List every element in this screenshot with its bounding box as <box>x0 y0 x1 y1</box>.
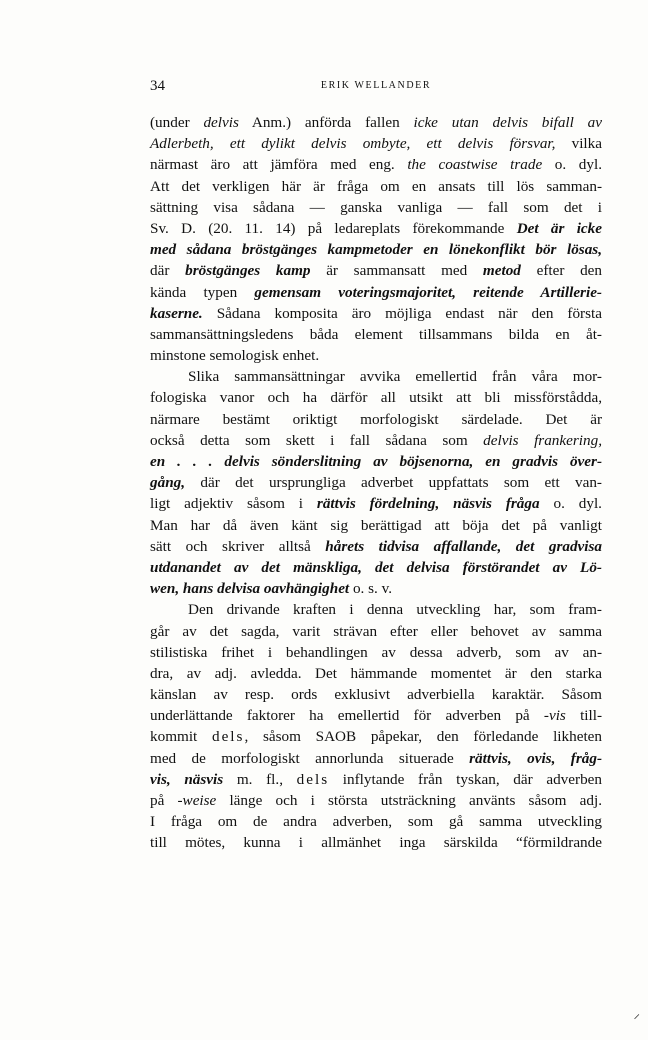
page-header <box>150 78 602 98</box>
text-line <box>150 112 602 133</box>
text-run: dels <box>211 728 245 746</box>
text-line <box>150 472 602 493</box>
text-line <box>150 345 602 366</box>
text-line <box>150 282 602 303</box>
text-line <box>150 176 602 197</box>
text-run: närmast äro att jämföra med eng. <box>150 156 408 174</box>
text-run: o. dyl. <box>539 495 602 513</box>
text-run: stilistiska frihet i behandlingen av dessa adverb, som av an- <box>150 643 602 661</box>
text-run: Sv. D. (20. 11. 14) på ledareplats förekommande <box>150 219 517 237</box>
text-run: sammansättningsledens båda element tillsammans bilda en åt- <box>150 325 602 343</box>
text-line <box>150 133 602 154</box>
text-line <box>150 790 602 811</box>
text-run: metod <box>482 262 521 280</box>
text-line <box>150 197 602 218</box>
text-run: ligt adjektiv såsom i <box>150 495 317 513</box>
text-line <box>150 769 602 790</box>
text-line <box>150 366 602 387</box>
text-line <box>150 599 602 620</box>
text-line <box>150 451 602 472</box>
text-line <box>150 218 602 239</box>
text-run: Adlerbeth, ett dylikt delvis ombyte, ett delvis försvar, <box>150 135 556 153</box>
text-run: icke utan delvis bifall av <box>413 114 602 131</box>
text-run: känslan av resp. ords exklusivt adverbiella karaktär. Såsom <box>150 686 602 704</box>
text-line <box>150 154 602 175</box>
text-run: till mötes, kunna i allmänhet inga särskilda “förmildrande <box>150 834 602 852</box>
text-run: rättvis fördelning, näsvis fråga <box>316 495 540 513</box>
text-run: Anm.) anförda fallen <box>238 114 414 131</box>
text-run: vis, näsvis <box>150 770 224 788</box>
text-line <box>150 303 602 324</box>
text-line <box>150 684 602 705</box>
text-run: där det ursprungliga adverbet uppfattats som ett van- <box>185 474 602 492</box>
text-run: the coastwise trade <box>407 156 543 174</box>
text-run: hårets tidvisa affallande, det gradvisa <box>325 537 603 555</box>
text-line <box>150 726 602 747</box>
text-line <box>150 832 602 853</box>
text-run: fologiska vanor och ha därför all utsikt att bli missförstådda, <box>150 389 602 407</box>
text-run: kommit <box>150 728 212 746</box>
text-run: delvis frankering, <box>483 431 602 449</box>
text-run: inflytande från tyskan, där adverben <box>329 770 603 788</box>
text-run: också detta som skett i fall sådana som <box>150 431 484 449</box>
text-run: där <box>150 262 186 280</box>
text-run: Slika sammansättningar avvika emellertid från våra mor- <box>188 368 602 386</box>
text-line <box>150 430 602 451</box>
text-run: gång, <box>150 474 186 492</box>
text-line <box>150 409 602 430</box>
text-run: vilka <box>555 135 602 153</box>
text-line <box>150 536 602 557</box>
text-run: m. fl., <box>223 770 297 788</box>
text-run: -vis <box>543 707 566 725</box>
text-run: dra, av adj. avledda. Det hämmande momentet är den starka <box>150 664 602 682</box>
text-run: kaserne. <box>150 304 203 322</box>
page-number: 34 <box>150 78 165 94</box>
text-run: delvis <box>203 114 239 131</box>
text-run: gemensam voteringsmajoritet, reitende Artillerie- <box>254 283 602 301</box>
text-run: , såsom SAOB påpekar, den förledande likheten <box>244 728 602 746</box>
text-line <box>150 387 602 408</box>
text-line <box>150 663 602 684</box>
text-run: en . . . delvis sönderslitning av böjsenorna, en gradvis över- <box>150 453 602 470</box>
body-text <box>150 112 602 854</box>
text-run: Den drivande kraften i denna utveckling har, som fram- <box>188 601 602 619</box>
text-line <box>150 239 602 260</box>
text-run: på <box>150 792 178 809</box>
text-run: sätt och skriver alltså <box>150 537 326 555</box>
text-run: Det är icke <box>516 219 602 237</box>
text-line <box>150 557 602 578</box>
page-corner-mark: ⸝ <box>633 1006 640 1021</box>
text-line <box>150 578 602 599</box>
text-line <box>150 642 602 663</box>
text-run: till- <box>565 707 603 725</box>
text-run: närmare bestämt oriktigt morfologiskt särdelade. Det är <box>150 410 602 428</box>
text-line <box>150 493 602 514</box>
text-run: wen, hans delvisa oavhängighet <box>150 580 350 598</box>
text-line <box>150 621 602 642</box>
text-run: minstone semologisk enhet. <box>150 347 320 365</box>
text-run: -weise <box>177 792 217 809</box>
text-run: dels <box>296 770 330 788</box>
running-head: ERIK WELLANDER <box>320 80 432 91</box>
text-run: o. s. v. <box>349 580 393 598</box>
text-run: med sådana bröstgänges kampmetoder en lönekonflikt bör lösas, <box>150 241 602 259</box>
text-run: med de morfologiskt annorlunda situerade <box>150 749 470 767</box>
text-line <box>150 748 602 769</box>
text-run: sättning visa sådana — ganska vanliga — fall som det i <box>150 198 602 216</box>
text-line <box>150 260 602 281</box>
text-run: I fråga om de andra adverben, som gå samma utveckling <box>150 813 602 831</box>
text-run: utdanandet av det mänskliga, det delvisa förstörandet av Lö- <box>150 558 602 576</box>
text-run: är sammansatt med <box>310 262 483 280</box>
text-run: bröstgänges kamp <box>185 262 311 280</box>
text-line <box>150 811 602 832</box>
text-run: kända typen <box>150 283 255 301</box>
text-run: länge och i största utsträckning använts såsom adj. <box>216 792 603 809</box>
text-run: (under <box>150 114 204 131</box>
text-run: underlättande faktorer ha emellertid för adverben på <box>150 707 544 725</box>
text-run: o. dyl. <box>542 156 602 174</box>
text-line <box>150 705 602 726</box>
text-run: Sådana komposita äro möjliga endast när den första <box>202 304 602 322</box>
text-run: efter den <box>520 262 603 280</box>
text-run: rättvis, ovis, fråg- <box>469 749 602 767</box>
text-line <box>150 515 602 536</box>
text-run: Man har då även känt sig berättigad att böja det på vanligt <box>150 516 602 534</box>
text-run: går av det sagda, varit strävan efter eller behovet av samma <box>150 622 602 640</box>
text-line <box>150 324 602 345</box>
text-run: Att det verkligen här är fråga om en ansats till lös samman- <box>150 177 602 195</box>
